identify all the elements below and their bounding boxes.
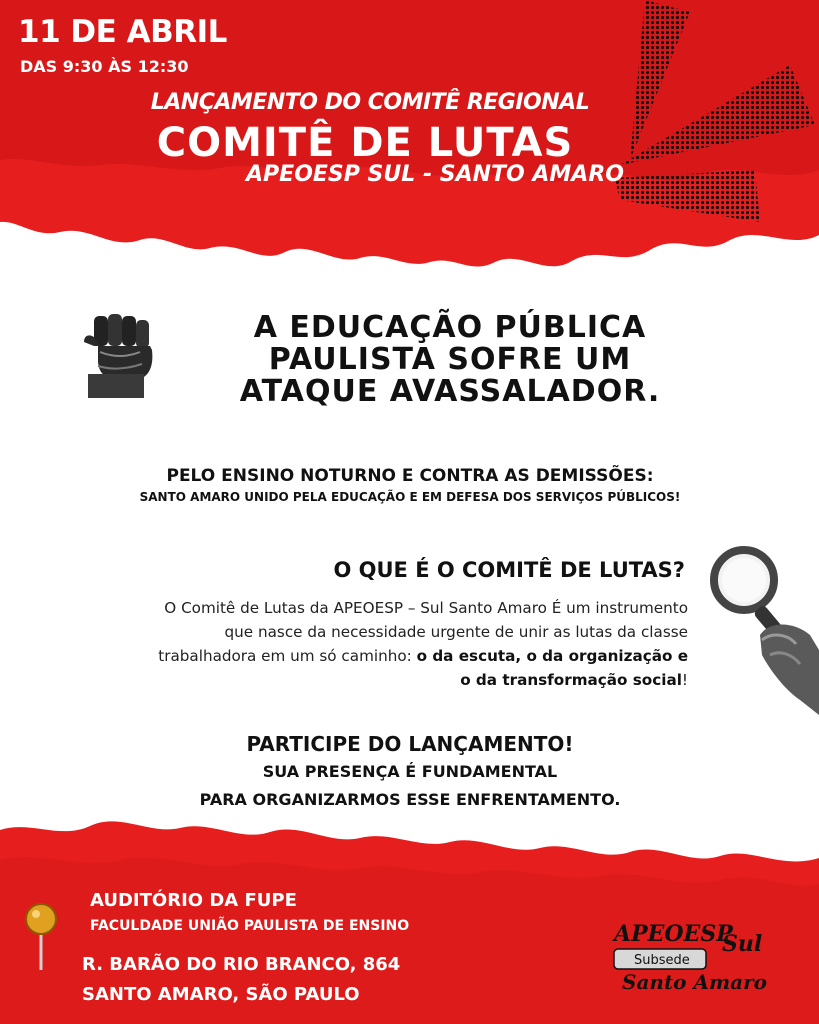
slogan-sub: SANTO AMARO UNIDO PELA EDUCAÇÃO E EM DEFESA DOS SERVIÇOS PÚBLICOS! bbox=[139, 490, 681, 504]
headline-line-3: ATAQUE AVASSALADOR. bbox=[239, 374, 661, 409]
about-text-c: ! bbox=[681, 671, 688, 689]
venue-address-1: R. BARÃO DO RIO BRANCO, 864 bbox=[82, 954, 401, 975]
call-line-1: SUA PRESENÇA É FUNDAMENTAL bbox=[262, 762, 558, 781]
logo-word-2: Santo Amaro bbox=[622, 970, 767, 994]
logo-word-1: Sul bbox=[722, 931, 763, 957]
event-subtitle: APEOESP SUL - SANTO AMARO bbox=[246, 162, 624, 187]
logo-graphic bbox=[612, 915, 782, 995]
about-text-a: O Comitê de Lutas da APEOESP – Sul Santo Amaro É um instrumento que nasce da necessidade urgente de unir as lutas da classe trabalhadora em um só caminho: bbox=[158, 599, 688, 665]
about-text bbox=[150, 596, 688, 692]
logo-brand: APEOESP bbox=[614, 921, 733, 947]
about-question: O QUE É O COMITÊ DE LUTAS? bbox=[333, 558, 685, 582]
venue-address-2: SANTO AMARO, SÃO PAULO bbox=[82, 984, 360, 1005]
about-text-b: o da escuta, o da organização e o da transformação social bbox=[416, 647, 688, 689]
event-date: 11 DE ABRIL bbox=[18, 14, 227, 50]
map-pin-icon bbox=[24, 902, 58, 972]
call-line-2: PARA ORGANIZARMOS ESSE ENFRENTAMENTO. bbox=[199, 790, 621, 809]
event-pre-title: LANÇAMENTO DO COMITÊ REGIONAL bbox=[150, 90, 590, 115]
headline bbox=[190, 312, 710, 408]
event-title: COMITÊ DE LUTAS bbox=[156, 120, 574, 166]
venue-institution: FACULDADE UNIÃO PAULISTA DE ENSINO bbox=[90, 918, 410, 934]
headline-line-2: PAULISTA SOFRE UM bbox=[268, 342, 632, 377]
fist-icon bbox=[80, 312, 160, 400]
apeoesp-logo bbox=[612, 915, 782, 995]
venue-name: AUDITÓRIO DA FUPE bbox=[90, 890, 297, 911]
call-title: PARTICIPE DO LANÇAMENTO! bbox=[246, 732, 574, 756]
event-time: DAS 9:30 ÀS 12:30 bbox=[20, 57, 189, 76]
slogan-main: PELO ENSINO NOTURNO E CONTRA AS DEMISSÕES: bbox=[166, 466, 654, 486]
logo-badge: Subsede bbox=[634, 953, 690, 968]
headline-line-1: A EDUCAÇÃO PÚBLICA bbox=[253, 310, 647, 345]
magnifying-glass-icon bbox=[700, 540, 819, 715]
